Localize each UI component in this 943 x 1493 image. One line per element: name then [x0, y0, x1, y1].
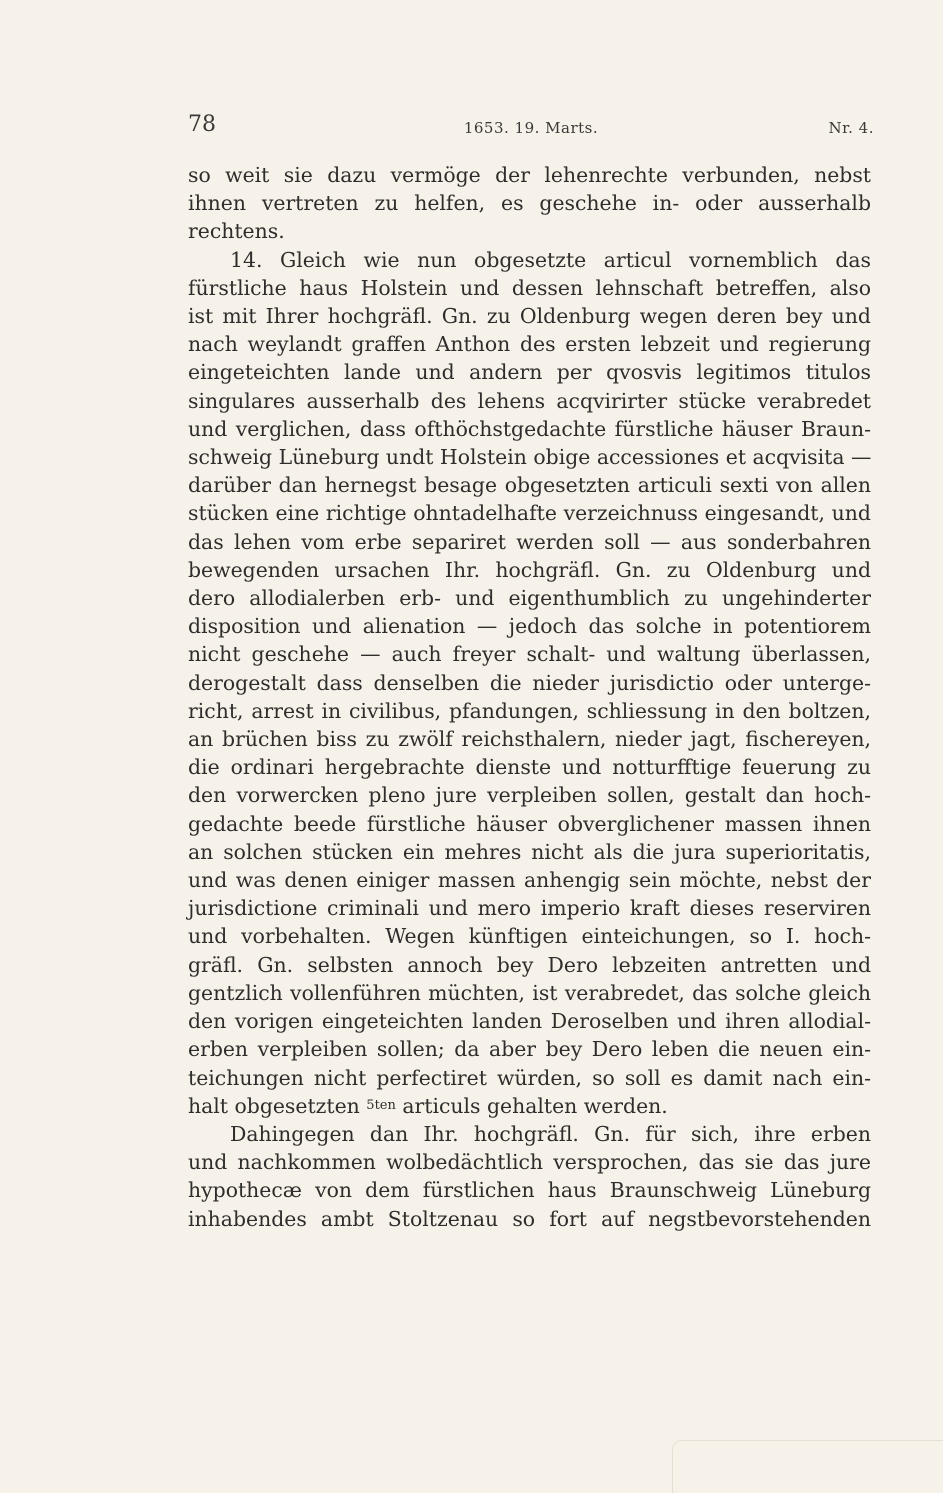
text-line: so weit sie dazu vermöge der lehenrechte verbunden, nebst — [188, 163, 871, 187]
text-line: eingeteichten lande und andern per qvosvis legitimos titulos — [188, 360, 871, 385]
text-line: und verglichen, dass ofthöchstgedachte fürstliche häuser Braun- — [188, 416, 871, 441]
text-line: den vorwercken pleno jure verpleiben sollen, gestalt dan hoch- — [188, 783, 871, 808]
document-number: Nr. 4. — [828, 119, 874, 137]
text-line: schweig Lüneburg undt Holstein obige accessiones et acqvisita — — [188, 445, 872, 470]
text-line: gentzlich vollenführen müchten, ist verabredet, das solche gleich — [188, 980, 871, 1005]
text-line: bewegenden ursachen Ihr. hochgräfl. Gn. zu Oldenburg und — [188, 557, 871, 582]
text-line: Dahingegen dan Ihr. hochgräfl. Gn. für sich, ihre erben — [230, 1121, 871, 1146]
text-line-with-superscript — [188, 1092, 871, 1120]
text-line: gedachte beede fürstliche häuser obverglichener massen ihnen — [188, 811, 871, 836]
text-line: und nachkommen wolbedächtlich versprochen, das sie das jure — [188, 1150, 871, 1175]
text-line: teichungen nicht perfectiret würden, so soll es damit nach ein- — [188, 1065, 871, 1090]
text-line: 14. Gleich wie nun obgesetzte articul vornemblich das — [230, 247, 871, 272]
text-line: ist mit Ihrer hochgräfl. Gn. zu Oldenburg wegen deren bey und — [188, 304, 871, 329]
text-line: dero allodialerben erb- und eigenthumblich zu ungehinderter — [188, 586, 871, 611]
page-header — [188, 112, 874, 142]
text-line: an solchen stücken ein mehres nicht als die jura superioritatis, — [188, 839, 871, 864]
text-line: disposition und alienation — jedoch das solche in potentiorem — [188, 614, 871, 639]
text-line: und vorbehalten. Wegen künftigen einteichungen, so I. hoch- — [188, 924, 871, 949]
text-line: darüber dan hernegst besage obgesetzten articuli sexti von allen — [188, 473, 871, 498]
text-line: stücken eine richtige ohntadelhafte verzeichnuss eingesandt, und — [188, 501, 871, 526]
text-line: ihnen vertreten zu helfen, es geschehe in- oder ausserhalb — [188, 191, 871, 216]
text-line: den vorigen eingeteichten landen Deroselben und ihren allodial- — [188, 1009, 871, 1034]
text-line: an brüchen biss zu zwölf reichsthalern, nieder jagt, fischereyen, — [188, 727, 871, 752]
text-line: gräfl. Gn. selbsten annoch bey Dero lebzeiten antretten und — [188, 952, 871, 977]
text-fragment: articuls gehalten werden. — [402, 1093, 668, 1118]
page-corner-shadow — [672, 1440, 943, 1493]
text-line: nicht geschehe — auch freyer schalt- und waltung überlassen, — [188, 642, 871, 667]
text-line: nach weylandt graffen Anthon des ersten lebzeit und regierung — [188, 332, 871, 357]
text-line: das lehen vom erbe separiret werden soll — aus sonderbahren — [188, 529, 871, 554]
text-line: die ordinari hergebrachte dienste und notturfftige feuerung zu — [188, 755, 871, 780]
text-line: singulares ausserhalb des lehens acqvirirter stücke verabredet — [188, 388, 871, 413]
page-number: 78 — [188, 112, 216, 137]
text-line: erben verpleiben sollen; da aber bey Dero leben die neuen ein- — [188, 1037, 871, 1062]
text-line: hypothecæ von dem fürstlichen haus Braunschweig Lüneburg — [188, 1178, 871, 1203]
text-line: und was denen einiger massen anhengig sein möchte, nebst der — [188, 868, 871, 893]
text-line: rechtens. — [188, 219, 285, 244]
text-line: richt, arrest in civilibus, pfandungen, schliessung in den boltzen, — [188, 698, 871, 723]
text-fragment: halt obgesetzten — [188, 1093, 360, 1118]
text-line: derogestalt dass denselben die nieder jurisdictio oder unterge- — [188, 670, 871, 695]
text-line: fürstliche haus Holstein und dessen lehnschaft betreffen, also — [188, 275, 871, 300]
body-text — [188, 161, 871, 1233]
superscript-ordinal: 5ten — [366, 1097, 396, 1113]
text-line: inhabendes ambt Stoltzenau so fort auf negstbevorstehenden — [188, 1206, 871, 1231]
text-line: jurisdictione criminali und mero imperio kraft dieses reserviren — [188, 896, 871, 921]
running-title: 1653. 19. Marts. — [463, 119, 599, 137]
